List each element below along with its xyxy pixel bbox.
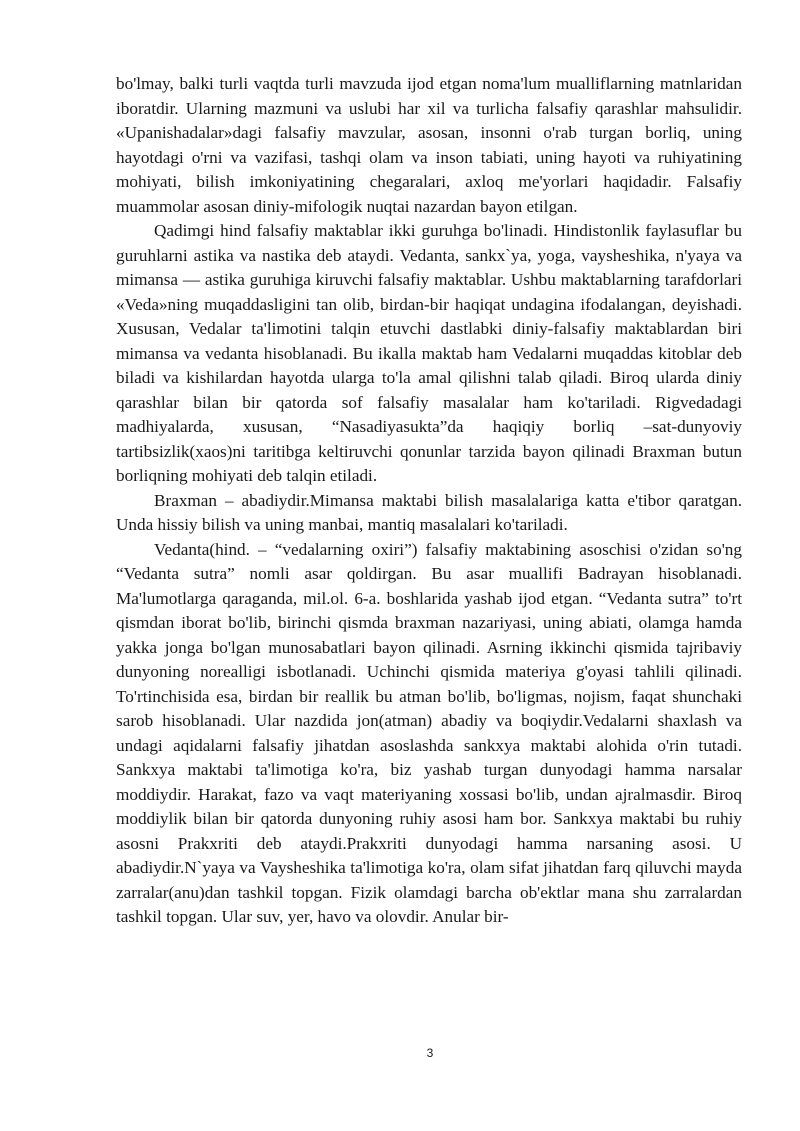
paragraph-braxman: Braxman – abadiydir.Mimansa maktabi bilish masalalariga katta e'tibor qaratgan. Unda hissiy bilish va uning manbai, mantiq masalalari ko'tariladi. (116, 490, 742, 534)
paragraph-vedanta: Vedanta(hind. – “vedalarning oxiri”) falsafiy maktabining asoschisi o'zidan so'ng “Vedanta sutra” nomli asar qoldirgan. Bu asar muallifi Badrayan hisoblanadi. Ma'lumotlarga qaraganda, mil.ol. 6-a. boshlarida yashab ijod etgan. “Vedanta sutra” to'rt qismdan iborat bo'lib, birinchi qismda braxman nazariyasi, uning abiati, olamga hamda yakka jonga bo'lgan munosabatlari bayon qilinadi. Asrning ikkinchi qismida tajribaviy dunyoning norealligi isbotlanadi. Uchinchi qismida materiya g'oyasi tahlili qilinadi. To'rtinchisida esa, birdan bir reallik bu atman bo'lib, bo'ligmas, nojism, faqat shunchaki sarob hisoblanadi. Ular nazdida jon(atman) abadiy va boqiydir.Vedalarni shaxlash va undagi aqidalarni falsafiy jihatdan asoslashda sankxya maktabi alohida o'rin tutadi. Sankxya maktabi ta'limotiga ko'ra, biz yashab turgan dunyodagi hamma narsalar moddiydir. Harakat, fazo va vaqt materiyaning xossasi bo'lib, undan ajralmasdir. Biroq moddiylik bilan bir qatorda dunyoning ruhiy asosi ham bor. Sankxya maktabi bu ruhiy asosni Prakxriti deb ataydi.Prakxriti dunyodagi hamma narsaning asosi. U abadiydir.N`yaya va Vaysheshika ta'limotiga ko'ra, olam sifat jihatdan farq qiluvchi mayda zarralar(anu)dan tashkil topgan. Fizik olamdagi barcha ob'ektlar mana shu zarralardan tashkil topgan. Ular suv, yer, havo va olovdir. Anular bir- (116, 539, 742, 926)
paragraph-continuation: bo'lmay, balki turli vaqtda turli mavzuda ijod etgan noma'lum mualliflarning matnlaridan iboratdir. Ularning mazmuni va uslubi har xil va turlicha falsafiy qarashlar mahsulidir. «Upanishadalar»dagi falsafiy mavzular, asosan, insonni o'rab turgan borliq, uning hayotdagi o'rni va vazifasi, tashqi olam va inson tabiati, uning hayoti va ruhiyatining mohiyati, bilish imkoniyatining chegaralari, axloq me'yorlari haqidadir. Falsafiy muammolar asosan diniy-mifologik nuqtai nazardan bayon etilgan. (116, 74, 742, 216)
body-text (116, 72, 742, 930)
paragraph-indian-schools: Qadimgi hind falsafiy maktablar ikki guruhga bo'linadi. Hindistonlik faylasuflar bu guruhlarni astika va nastika deb ataydi. Vedanta, sankx`ya, yoga, vaysheshika, n'yaya va mimansa — astika guruhiga kiruvchi falsafiy maktablar. Ushbu maktablarning tarafdorlari «Veda»ning muqaddasligini tan olib, birdan-bir haqiqat undagina ifodalangan, deyishadi. Xususan, Vedalar ta'limotini talqin etuvchi dastlabki diniy-falsafiy maktablardan biri mimansa va vedanta hisoblanadi. Bu ikalla maktab ham Vedalarni muqaddas kitoblar deb biladi va kishilardan hayotda ularga to'la amal qilishni talab qiladi. Biroq ularda diniy qarashlar bilan bir qatorda sof falsafiy masalalar ham ko'tariladi. Rigvedadagi madhiyalarda, xususan, “Nasadiyasukta”da haqiqiy borliq –sat-dunyoviy tartibsizlik(xaos)ni taritibga keltiruvchi qonunlar tarzida bayon qilinadi Braxman butun borliqning mohiyati deb talqin etiladi. (116, 221, 742, 485)
page-number: 3 (426, 1046, 434, 1060)
